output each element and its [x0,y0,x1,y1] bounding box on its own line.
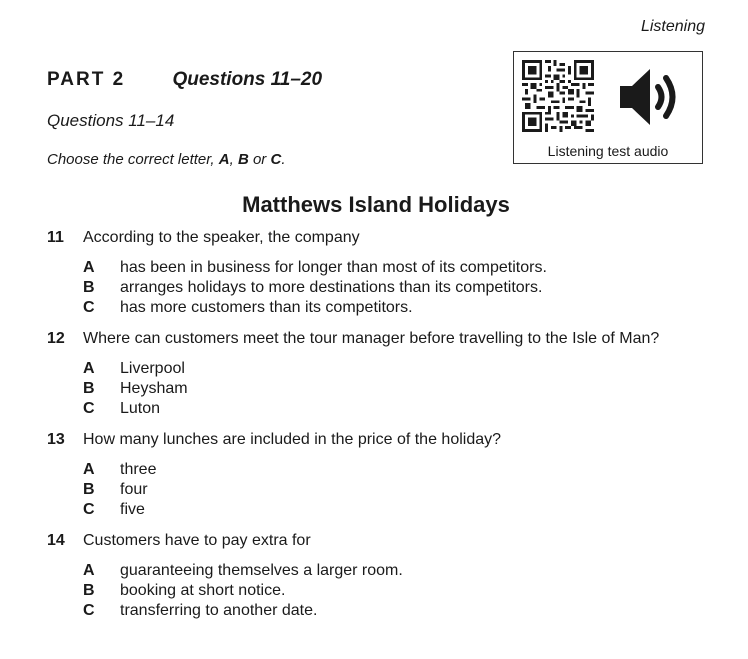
question-text: Where can customers meet the tour manager before travelling to the Isle of Man? [83,330,660,347]
option-b[interactable] [83,379,727,399]
option-text: Heysham [120,380,188,397]
option-letter: A [83,562,95,579]
question-stem [47,532,727,550]
option-list [83,359,727,419]
option-text: five [120,501,145,518]
option-text: guaranteeing themselves a larger room. [120,562,403,579]
option-text: Liverpool [120,360,185,377]
question-text: How many lunches are included in the price of the holiday? [83,431,502,448]
instruction-letter-b: B [237,151,249,168]
option-b[interactable] [83,480,727,500]
instruction-letter-c: C [270,151,282,168]
question-number: 11 [47,229,64,246]
option-letter: C [83,501,95,518]
option-text: transferring to another date. [120,602,318,619]
option-letter: C [83,400,95,417]
option-letter: A [83,259,95,276]
option-letter: C [83,602,95,619]
question-text: According to the speaker, the company [83,229,360,246]
option-letter: B [83,481,95,498]
instruction-text [47,151,286,168]
question-14 [47,532,727,621]
instruction-or: or [248,151,271,168]
option-a[interactable] [83,258,727,278]
question-11 [47,229,727,318]
option-letter: C [83,299,95,316]
option-text: four [120,481,148,498]
question-group-heading: Questions 11–14 [47,111,175,130]
option-letter: B [83,279,95,296]
option-text: has more customers than its competitors. [120,299,413,316]
option-a[interactable] [83,359,727,379]
audio-caption: Listening test audio [547,143,669,159]
option-list [83,258,727,318]
question-stem [47,229,727,247]
question-text: Customers have to pay extra for [83,532,311,549]
section-title: Matthews Island Holidays [242,192,510,217]
question-number: 14 [47,532,65,549]
question-number: 12 [47,330,65,347]
question-12 [47,330,727,419]
instruction-letter-a: A [218,151,230,168]
question-stem [47,431,727,449]
option-letter: B [83,582,95,599]
option-c[interactable] [83,399,727,419]
qr-code-icon[interactable] [522,60,594,132]
option-c[interactable] [83,298,727,318]
instruction-prefix: Choose the correct letter, [47,151,219,168]
option-letter: A [83,360,95,377]
option-a[interactable] [83,460,727,480]
section-label: Listening [640,18,705,35]
option-b[interactable] [83,581,727,601]
option-text: three [120,461,157,478]
question-stem [47,330,727,348]
part-label: PART 2 [47,69,126,90]
option-list [83,460,727,520]
speaker-icon[interactable] [618,66,682,128]
instruction-separator: , [229,151,238,168]
option-text: Luton [120,400,161,417]
part-question-range: Questions 11–20 [172,69,323,90]
instruction-end: . [281,151,286,168]
option-c[interactable] [83,601,727,621]
option-text: booking at short notice. [120,582,286,599]
question-13 [47,431,727,520]
option-text: arranges holidays to more destinations than its competitors. [120,279,543,296]
option-text: has been in business for longer than most of its competitors. [120,259,547,276]
option-c[interactable] [83,500,727,520]
audio-panel[interactable] [513,51,703,164]
option-a[interactable] [83,561,727,581]
part-heading [47,69,322,91]
question-number: 13 [47,431,65,448]
option-list [83,561,727,621]
option-letter: B [83,380,95,397]
option-letter: A [83,461,95,478]
option-b[interactable] [83,278,727,298]
